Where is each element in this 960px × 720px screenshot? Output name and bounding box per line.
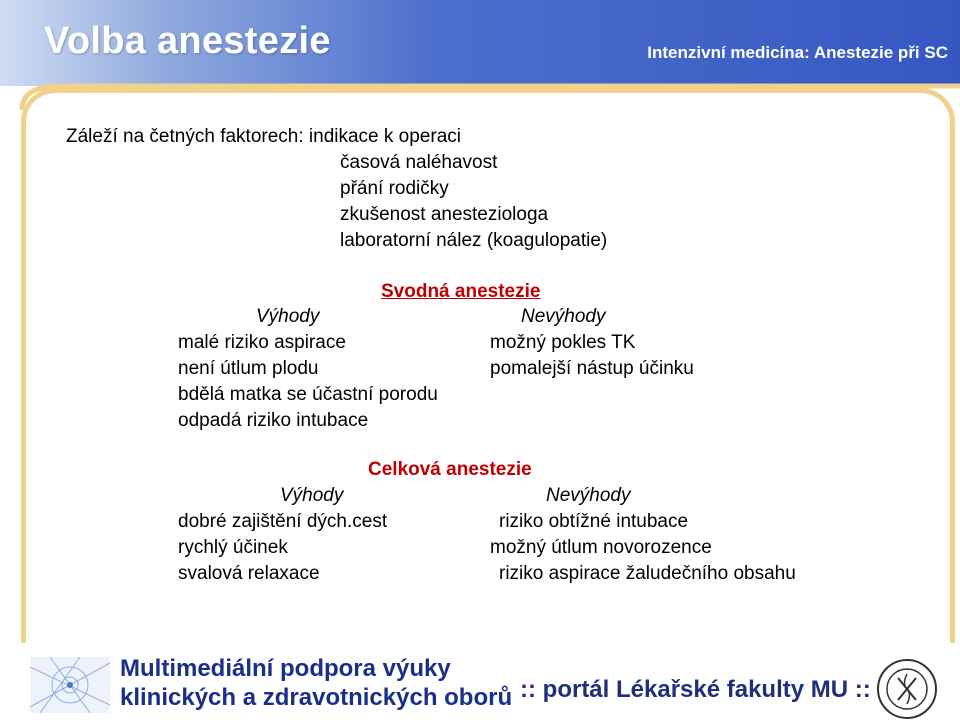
intro-lead: Záleží na četných faktorech: indikace k operaci [66,126,461,147]
factor-item: laboratorní nález (koagulopatie) [340,230,608,251]
page-title: Volba anestezie [44,20,331,62]
factor-item: přání rodičky [340,178,449,199]
celkova-con-item: riziko obtížné intubace [499,511,689,532]
page-subtitle: Intenzivní medicína: Anestezie při SC [647,43,948,62]
factor-item: časová naléhavost [340,152,498,173]
celkova-cons-label: Nevýhody [546,485,631,506]
svodna-pro-item: odpadá riziko intubace [178,410,369,431]
svodna-con-item: pomalejší nástup účinku [490,358,694,379]
university-seal-icon [876,658,938,720]
svodna-pro-item: malé riziko aspirace [178,332,346,353]
svodna-pro-item: není útlum plodu [178,358,319,379]
svodna-con-item: možný pokles TK [490,332,636,353]
celkova-con-item: možný útlum novorozence [490,537,712,558]
multimedia-logo-icon [30,657,110,713]
footer-title-line2: klinických a zdravotnických oborů [120,684,513,711]
factor-item: zkušenost anesteziologa [340,204,549,225]
celkova-con-item: riziko aspirace žaludečního obsahu [499,563,796,584]
svodna-pros-label: Výhody [256,306,320,327]
footer-title-line1: Multimediální podpora výuky [120,655,451,682]
svodna-cons-label: Nevýhody [521,306,606,327]
celkova-pros-label: Výhody [280,485,344,506]
celkova-pro-item: dobré zajištění dých.cest [178,511,388,532]
celkova-pro-item: svalová relaxace [178,563,320,584]
svodna-heading: Svodná anestezie [381,281,541,302]
svodna-pro-item: bdělá matka se účastní porodu [178,384,438,405]
celkova-pro-item: rychlý účinek [178,537,288,558]
portal-link[interactable]: :: portál Lékařské fakulty MU :: [520,676,871,703]
celkova-heading: Celková anestezie [368,459,532,480]
